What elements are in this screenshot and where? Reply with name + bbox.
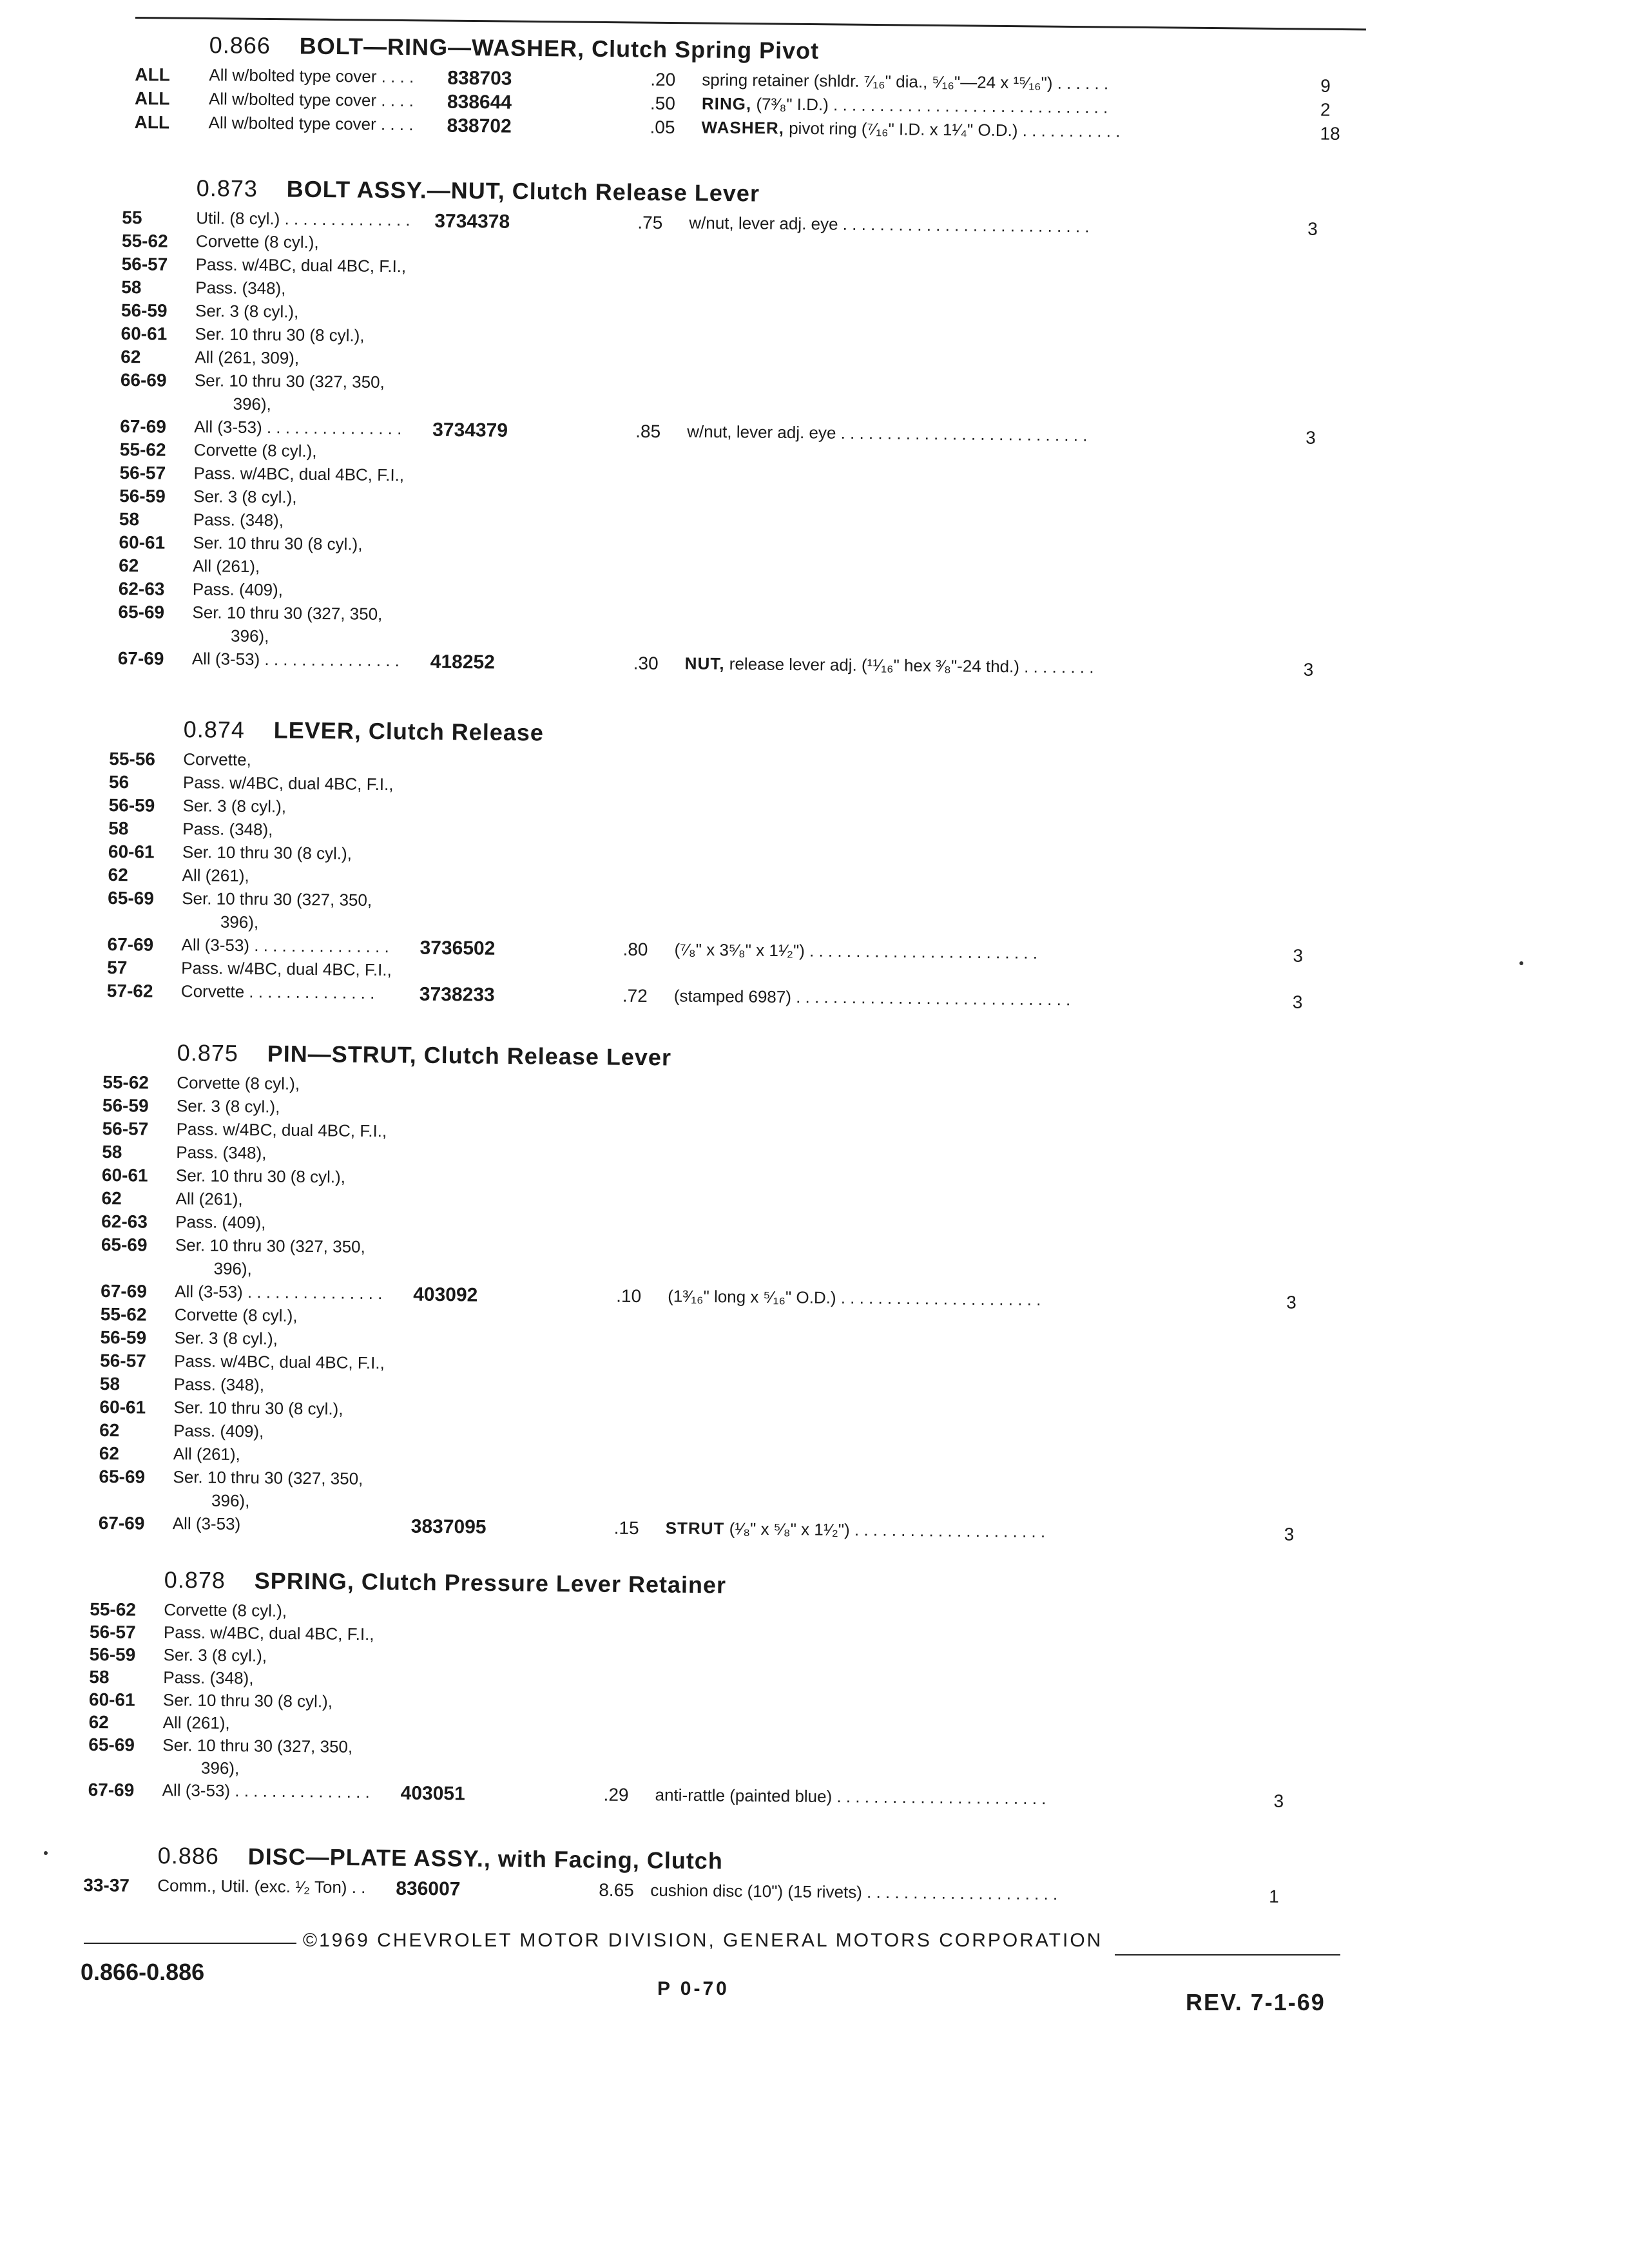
model-year: 60-61 — [101, 1164, 148, 1186]
part-description — [650, 1880, 1057, 1904]
part-number: 403051 — [400, 1782, 465, 1805]
model-year: 62-63 — [118, 578, 165, 599]
application: Ser. 10 thru 30 (8 cyl.), — [173, 1398, 343, 1419]
model-year: 60-61 — [108, 841, 155, 862]
group-number: 0.873 — [196, 175, 258, 202]
model-year: 58 — [89, 1666, 110, 1687]
quantity: 3 — [1284, 1524, 1295, 1544]
model-year: 65-69 — [118, 601, 165, 622]
model-year: 55-62 — [90, 1599, 137, 1620]
group-number: 0.875 — [177, 1039, 239, 1067]
application: Corvette, — [183, 749, 251, 770]
part-name: WASHER, — [701, 117, 785, 138]
application: Ser. 10 thru 30 (8 cyl.), — [182, 842, 352, 863]
model-year: ALL — [134, 88, 170, 109]
model-year: 56-59 — [102, 1095, 149, 1116]
application: All (3-53) . . . . . . . . . . . . . . . — [191, 649, 400, 671]
part-number: 3738233 — [419, 983, 495, 1006]
application: Pass. w/4BC, dual 4BC, F.I., — [182, 773, 394, 794]
model-year: 58 — [121, 276, 142, 298]
application: Ser. 3 (8 cyl.), — [193, 486, 297, 507]
application: Pass. w/4BC, dual 4BC, F.I., — [195, 255, 407, 276]
description-text: (7³⁄₈" I.D.) . . . . . . . . . . . . . . . . . . . . . . . . . . . . . . — [756, 94, 1108, 117]
part-number: 3837095 — [410, 1515, 487, 1538]
part-number: 838702 — [447, 115, 512, 137]
group-title: SPRING, Clutch Pressure Lever Retainer — [254, 1567, 727, 1599]
application: Pass. (409), — [175, 1212, 266, 1233]
application: Corvette (8 cyl.), — [174, 1305, 298, 1325]
model-year: 56-57 — [121, 253, 168, 274]
application: Pass. (348), — [182, 819, 273, 840]
model-year: ALL — [135, 64, 170, 85]
quantity: 2 — [1320, 99, 1331, 120]
group-title: LEVER, Clutch Release — [273, 716, 545, 746]
section-0-875 — [99, 1039, 1392, 1548]
model-year: 62 — [108, 864, 128, 885]
application: All (3-53) . . . . . . . . . . . . . . . — [194, 417, 402, 439]
application: All w/bolted type cover . . . . — [209, 65, 414, 87]
quantity: 3 — [1286, 1292, 1296, 1312]
model-year: 58 — [108, 818, 129, 839]
part-number: 3734379 — [432, 419, 508, 441]
group-number: 0.866 — [209, 32, 271, 59]
application: All (3-53) . . . . . . . . . . . . . . . — [181, 935, 389, 957]
application: Corvette . . . . . . . . . . . . . . — [180, 981, 375, 1003]
model-year: 60-61 — [119, 532, 166, 553]
application: Ser. 3 (8 cyl.), — [182, 796, 287, 816]
description-text: w/nut, lever adj. eye . . . . . . . . . . . . . . . . . . . . . . . . . . . — [689, 213, 1090, 236]
description-text: spring retainer (shldr. ⁷⁄₁₆" dia., ⁵⁄₁₆"—24 x ¹⁵⁄₁₆") . . . . . . — [702, 70, 1109, 93]
application: Ser. 10 thru 30 (8 cyl.), — [162, 1690, 333, 1711]
quantity: 3 — [1292, 992, 1303, 1012]
quantity: 3 — [1293, 945, 1304, 966]
application: Ser. 10 thru 30 (327, 350, — [173, 1467, 363, 1488]
part-description — [668, 1286, 1041, 1310]
model-year: 33-37 — [83, 1874, 130, 1896]
application: Ser. 10 thru 30 (8 cyl.), — [195, 324, 365, 345]
price: .50 — [650, 93, 676, 114]
application: Comm., Util. (exc. ¹⁄₂ Ton) . . — [157, 1876, 366, 1898]
price: .29 — [603, 1784, 629, 1805]
application: All (3-53) . . . . . . . . . . . . . . . — [175, 1282, 383, 1303]
model-year: 56-57 — [119, 462, 166, 483]
model-year: 55-62 — [102, 1072, 149, 1093]
section-0-886 — [83, 1841, 1373, 1910]
part-number: 3734378 — [434, 210, 510, 233]
section-0-866 — [134, 31, 1423, 148]
application: Corvette (8 cyl.), — [193, 440, 317, 461]
application: All w/bolted type cover . . . . — [208, 89, 414, 111]
price: 8.65 — [599, 1879, 634, 1901]
model-year: 60-61 — [88, 1689, 135, 1710]
application: Ser. 3 (8 cyl.), — [176, 1096, 280, 1117]
application: All w/bolted type cover . . . . — [208, 113, 414, 135]
model-year: 56 — [108, 771, 130, 793]
application: All (3-53) — [172, 1514, 241, 1534]
group-number: 0.878 — [164, 1566, 226, 1594]
application: Pass. (348), — [195, 278, 286, 298]
model-year: 57-62 — [106, 980, 153, 1001]
model-year: 65-69 — [108, 887, 155, 908]
price: .85 — [635, 421, 661, 442]
application: Ser. 10 thru 30 (8 cyl.), — [175, 1166, 346, 1187]
application: 396), — [230, 626, 269, 646]
application: Pass. w/4BC, dual 4BC, F.I., — [163, 1622, 374, 1644]
price: .75 — [637, 212, 663, 233]
model-year: 65-69 — [101, 1234, 148, 1255]
application: Ser. 10 thru 30 (327, 350, — [162, 1735, 353, 1756]
description-text: release lever adj. (¹¹⁄₁₆" hex ³⁄₈"-24 thd.) . . . . . . . . — [729, 654, 1094, 677]
model-year: 56-59 — [108, 794, 155, 816]
part-description — [685, 653, 1094, 677]
description-text: (1³⁄₁₆" long x ⁵⁄₁₆" O.D.) . . . . . . . . . . . . . . . . . . . . . . — [668, 1286, 1041, 1309]
revision-date: REV. 7-1-69 — [1186, 1989, 1325, 2015]
part-number: 403092 — [413, 1283, 478, 1306]
price: .10 — [616, 1285, 642, 1307]
model-year: 62 — [101, 1187, 122, 1209]
part-number: 838644 — [447, 91, 512, 113]
group-title: BOLT—RING—WASHER, Clutch Spring Pivot — [299, 32, 820, 64]
model-year: 55-62 — [121, 230, 168, 251]
price: .30 — [633, 653, 659, 674]
quantity: 3 — [1303, 659, 1314, 680]
application: 396), — [200, 1758, 240, 1778]
model-year: 66-69 — [120, 369, 167, 390]
model-year: 65-69 — [88, 1734, 135, 1755]
model-year: 62 — [120, 346, 141, 367]
application: Pass. (348), — [173, 1374, 265, 1395]
application: Pass. (348), — [193, 510, 284, 530]
model-year: 62 — [88, 1711, 109, 1733]
model-year: 56-59 — [119, 485, 166, 506]
model-year: ALL — [134, 111, 170, 133]
part-number: 418252 — [430, 651, 496, 673]
price: .15 — [613, 1517, 639, 1539]
part-name: STRUT — [665, 1518, 725, 1539]
description-text: (⁷⁄₈" x 3⁵⁄₈" x 1¹⁄₂") . . . . . . . . . . . . . . . . . . . . . . . . . — [674, 939, 1038, 963]
price: .80 — [622, 939, 648, 960]
price: .05 — [650, 117, 675, 138]
model-year: 56-59 — [100, 1327, 147, 1348]
model-year: 67-69 — [98, 1512, 145, 1533]
application: 396), — [233, 394, 271, 414]
application: 396), — [211, 1490, 250, 1511]
application: Ser. 10 thru 30 (327, 350, — [175, 1235, 365, 1256]
model-year: 62 — [99, 1443, 120, 1464]
quantity: 18 — [1320, 123, 1340, 144]
application: 396), — [220, 912, 259, 932]
model-year: 67-69 — [120, 416, 167, 437]
model-year: 56-59 — [120, 300, 168, 321]
model-year: 55-56 — [109, 748, 156, 769]
application: Ser. 10 thru 30 (327, 350, — [194, 370, 385, 392]
application: Ser. 10 thru 30 (327, 350, — [182, 889, 372, 910]
part-description — [655, 1785, 1046, 1809]
model-year: 58 — [119, 508, 140, 530]
application: Pass. w/4BC, dual 4BC, F.I., — [181, 958, 392, 980]
application: Ser. 10 thru 30 (8 cyl.), — [193, 533, 363, 554]
model-year: 60-61 — [120, 323, 168, 344]
model-year: 62 — [99, 1419, 120, 1441]
footer-rule-left — [84, 1943, 296, 1944]
group-title: PIN—STRUT, Clutch Release Lever — [267, 1040, 672, 1071]
application: All (261), — [182, 865, 249, 886]
group-number: 0.886 — [157, 1842, 220, 1870]
quantity: 1 — [1269, 1886, 1279, 1907]
model-year: 62 — [119, 555, 139, 576]
group-title: DISC—PLATE ASSY., with Facing, Clutch — [247, 1843, 724, 1874]
part-description — [701, 117, 1120, 141]
model-year: 55-62 — [119, 439, 166, 460]
application: Pass. w/4BC, dual 4BC, F.I., — [174, 1351, 385, 1373]
application: Pass. (348), — [163, 1667, 254, 1688]
part-description — [689, 213, 1090, 236]
price: .20 — [650, 69, 676, 90]
footer-rule-right — [1115, 1954, 1340, 1956]
section-0-873 — [118, 174, 1411, 684]
model-year: 67-69 — [117, 648, 164, 669]
part-description — [702, 93, 1108, 117]
application: All (261), — [173, 1444, 241, 1465]
model-year: 55 — [122, 207, 142, 228]
description-text: (stamped 6987) . . . . . . . . . . . . . . . . . . . . . . . . . . . . . . — [673, 986, 1071, 1010]
description-text: (¹⁄₈" x ⁵⁄₈" x 1¹⁄₂") . . . . . . . . . . . . . . . . . . . . . — [729, 1519, 1046, 1542]
section-0-878 — [88, 1566, 1378, 1814]
part-name: NUT, — [684, 653, 725, 674]
part-number: 838703 — [447, 67, 512, 90]
application: All (261), — [162, 1713, 230, 1733]
model-year: 60-61 — [99, 1396, 146, 1418]
part-description — [666, 1518, 1046, 1542]
model-year: 65-69 — [99, 1466, 146, 1487]
application: Ser. 3 (8 cyl.), — [163, 1645, 267, 1666]
application: Pass. (409), — [192, 579, 284, 600]
group-range: 0.866-0.886 — [81, 1959, 205, 1985]
model-year: 58 — [102, 1141, 122, 1162]
model-year: 56-59 — [89, 1644, 136, 1665]
scan-speck — [44, 1851, 48, 1855]
description-text: pivot ring (⁷⁄₁₆" I.D. x 1¹⁄₄" O.D.) . . . . . . . . . . . — [789, 118, 1121, 141]
price: .72 — [622, 985, 648, 1006]
page-number: P 0-70 — [657, 1978, 729, 1999]
part-number: 3736502 — [419, 937, 496, 959]
application: 396), — [213, 1258, 252, 1279]
application: All (261), — [193, 556, 260, 577]
application: Corvette (8 cyl.), — [164, 1600, 287, 1620]
copyright-text: ©1969 CHEVROLET MOTOR DIVISION, GENERAL MOTORS CORPORATION — [303, 1930, 1103, 1951]
part-description — [687, 421, 1088, 445]
application: Ser. 3 (8 cyl.), — [174, 1328, 278, 1349]
application: Corvette (8 cyl.), — [195, 231, 319, 252]
model-year: 57 — [107, 957, 128, 978]
group-number: 0.874 — [183, 716, 246, 744]
model-year: 67-69 — [88, 1779, 135, 1800]
description-text: anti-rattle (painted blue) . . . . . . . . . . . . . . . . . . . . . . . — [655, 1785, 1046, 1809]
description-text: w/nut, lever adj. eye . . . . . . . . . . . . . . . . . . . . . . . . . . . — [687, 421, 1088, 445]
model-year: 56-57 — [100, 1350, 146, 1371]
model-year: 67-69 — [107, 934, 154, 955]
part-description — [702, 70, 1108, 93]
application: Pass. w/4BC, dual 4BC, F.I., — [176, 1119, 387, 1141]
application: Pass. (348), — [176, 1142, 267, 1163]
model-year: 56-57 — [89, 1621, 136, 1642]
model-year: 67-69 — [101, 1280, 148, 1302]
section-0-874 — [107, 715, 1398, 1016]
group-title: BOLT ASSY.—NUT, Clutch Release Lever — [286, 175, 760, 207]
part-description — [674, 986, 1071, 1010]
quantity: 3 — [1306, 427, 1316, 448]
application: All (261, 309), — [195, 347, 300, 368]
application: Ser. 3 (8 cyl.), — [195, 301, 299, 322]
part-number: 836007 — [396, 1878, 461, 1900]
scan-speck — [1519, 961, 1523, 965]
quantity: 3 — [1307, 218, 1318, 239]
part-description — [674, 939, 1037, 963]
top-rule — [135, 17, 1366, 30]
model-year: 58 — [99, 1373, 120, 1394]
part-name: RING, — [701, 93, 752, 114]
application: Pass. w/4BC, dual 4BC, F.I., — [193, 463, 405, 485]
application: Corvette (8 cyl.), — [177, 1073, 300, 1093]
quantity: 3 — [1273, 1791, 1284, 1811]
application: Pass. (409), — [173, 1421, 264, 1441]
application: All (261), — [175, 1189, 243, 1209]
description-text: cushion disc (10") (15 rivets) . . . . . . . . . . . . . . . . . . . . . — [650, 1880, 1058, 1904]
model-year: 62-63 — [101, 1211, 148, 1232]
application: Util. (8 cyl.) . . . . . . . . . . . . . . — [196, 208, 410, 230]
model-year: 55-62 — [100, 1303, 147, 1325]
quantity: 9 — [1320, 75, 1331, 96]
application: Ser. 10 thru 30 (327, 350, — [192, 602, 383, 624]
model-year: 56-57 — [102, 1118, 149, 1139]
application: All (3-53) . . . . . . . . . . . . . . . — [162, 1780, 370, 1802]
